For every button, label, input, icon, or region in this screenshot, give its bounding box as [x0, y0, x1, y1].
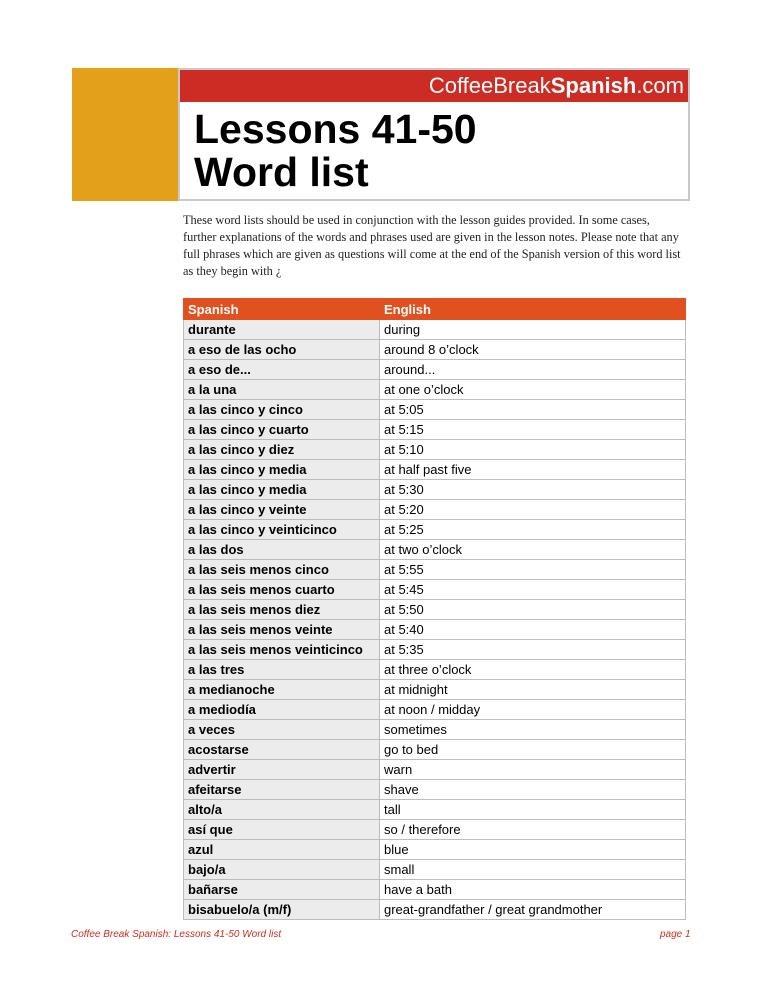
table-row [184, 760, 686, 780]
table-row [184, 560, 686, 580]
table-row [184, 800, 686, 820]
page-title [194, 108, 477, 194]
spanish-term: así que [184, 820, 380, 840]
table-row [184, 680, 686, 700]
english-translation: at 5:40 [380, 620, 686, 640]
english-translation: at 5:20 [380, 500, 686, 520]
english-translation: small [380, 860, 686, 880]
english-translation: at half past five [380, 460, 686, 480]
title-line-1: Lessons 41-50 [194, 106, 477, 152]
english-translation: around... [380, 360, 686, 380]
english-translation: tall [380, 800, 686, 820]
spanish-term: a las cinco y diez [184, 440, 380, 460]
column-header-spanish: Spanish [184, 299, 380, 320]
intro-paragraph: These word lists should be used in conjunction with the lesson guides provided. In some cases, further explanations of the words and phrases used are given in the lesson notes. Please note that any full phrases which are given as questions will come at the end of the Spanish version of this word list as they begin with ¿ [183, 213, 681, 278]
table-row [184, 340, 686, 360]
title-box [178, 68, 690, 201]
english-translation: go to bed [380, 740, 686, 760]
table-body [184, 320, 686, 920]
table-row [184, 660, 686, 680]
table-row [184, 440, 686, 460]
spanish-term: a las dos [184, 540, 380, 560]
english-translation: have a bath [380, 880, 686, 900]
spanish-term: a las seis menos cuarto [184, 580, 380, 600]
spanish-term: durante [184, 320, 380, 340]
table-row [184, 480, 686, 500]
table-row [184, 860, 686, 880]
english-translation: at 5:15 [380, 420, 686, 440]
english-translation: at noon / midday [380, 700, 686, 720]
spanish-term: a las seis menos diez [184, 600, 380, 620]
spanish-term: a las seis menos veinticinco [184, 640, 380, 660]
spanish-term: a las cinco y cinco [184, 400, 380, 420]
word-list-table [183, 298, 686, 920]
brand-prefix: CoffeeBreak [428, 73, 551, 98]
spanish-term: bañarse [184, 880, 380, 900]
table-row [184, 700, 686, 720]
english-translation: at 5:55 [380, 560, 686, 580]
title-line-2: Word list [194, 149, 369, 195]
english-translation: during [380, 320, 686, 340]
brand-bar [180, 70, 688, 102]
english-translation: around 8 o’clock [380, 340, 686, 360]
table-row [184, 460, 686, 480]
table-row [184, 820, 686, 840]
spanish-term: alto/a [184, 800, 380, 820]
english-translation: at 5:35 [380, 640, 686, 660]
spanish-term: a veces [184, 720, 380, 740]
table-row [184, 640, 686, 660]
table-row [184, 880, 686, 900]
table-row [184, 320, 686, 340]
spanish-term: a las seis menos veinte [184, 620, 380, 640]
spanish-term: a eso de... [184, 360, 380, 380]
table-row [184, 620, 686, 640]
table-row [184, 720, 686, 740]
english-translation: shave [380, 780, 686, 800]
table-row [184, 600, 686, 620]
brand-suffix: .com [636, 73, 684, 98]
spanish-term: bajo/a [184, 860, 380, 880]
table-header-row [184, 299, 686, 320]
brand-bold: Spanish [550, 73, 637, 98]
spanish-term: a eso de las ocho [184, 340, 380, 360]
table-row [184, 420, 686, 440]
english-translation: blue [380, 840, 686, 860]
spanish-term: a la una [184, 380, 380, 400]
spanish-term: afeitarse [184, 780, 380, 800]
spanish-term: a las cinco y media [184, 480, 380, 500]
english-translation: warn [380, 760, 686, 780]
spanish-term: a las cinco y cuarto [184, 420, 380, 440]
table-row [184, 500, 686, 520]
table-row [184, 360, 686, 380]
column-header-english: English [380, 299, 686, 320]
english-translation: at 5:50 [380, 600, 686, 620]
spanish-term: azul [184, 840, 380, 860]
english-translation: great-grandfather / great grandmother [380, 900, 686, 920]
orange-accent-block [72, 68, 178, 201]
table-row [184, 780, 686, 800]
english-translation: at three o’clock [380, 660, 686, 680]
spanish-term: a las cinco y media [184, 460, 380, 480]
english-translation: at 5:45 [380, 580, 686, 600]
table-row [184, 540, 686, 560]
spanish-term: a medianoche [184, 680, 380, 700]
english-translation: at 5:30 [380, 480, 686, 500]
english-translation: at 5:25 [380, 520, 686, 540]
spanish-term: acostarse [184, 740, 380, 760]
table-row [184, 400, 686, 420]
spanish-term: a las tres [184, 660, 380, 680]
english-translation: sometimes [380, 720, 686, 740]
table-row [184, 740, 686, 760]
table-row [184, 900, 686, 920]
footer-page-number: page 1 [660, 929, 691, 940]
table-row [184, 520, 686, 540]
spanish-term: a las cinco y veinte [184, 500, 380, 520]
spanish-term: a las seis menos cinco [184, 560, 380, 580]
spanish-term: a las cinco y veinticinco [184, 520, 380, 540]
english-translation: at 5:05 [380, 400, 686, 420]
spanish-term: a mediodía [184, 700, 380, 720]
english-translation: at midnight [380, 680, 686, 700]
spanish-term: bisabuelo/a (m/f) [184, 900, 380, 920]
english-translation: so / therefore [380, 820, 686, 840]
spanish-term: advertir [184, 760, 380, 780]
table-row [184, 840, 686, 860]
footer-title: Coffee Break Spanish: Lessons 41-50 Word list [71, 929, 282, 940]
table-row [184, 380, 686, 400]
english-translation: at two o’clock [380, 540, 686, 560]
english-translation: at one o’clock [380, 380, 686, 400]
english-translation: at 5:10 [380, 440, 686, 460]
table-row [184, 580, 686, 600]
